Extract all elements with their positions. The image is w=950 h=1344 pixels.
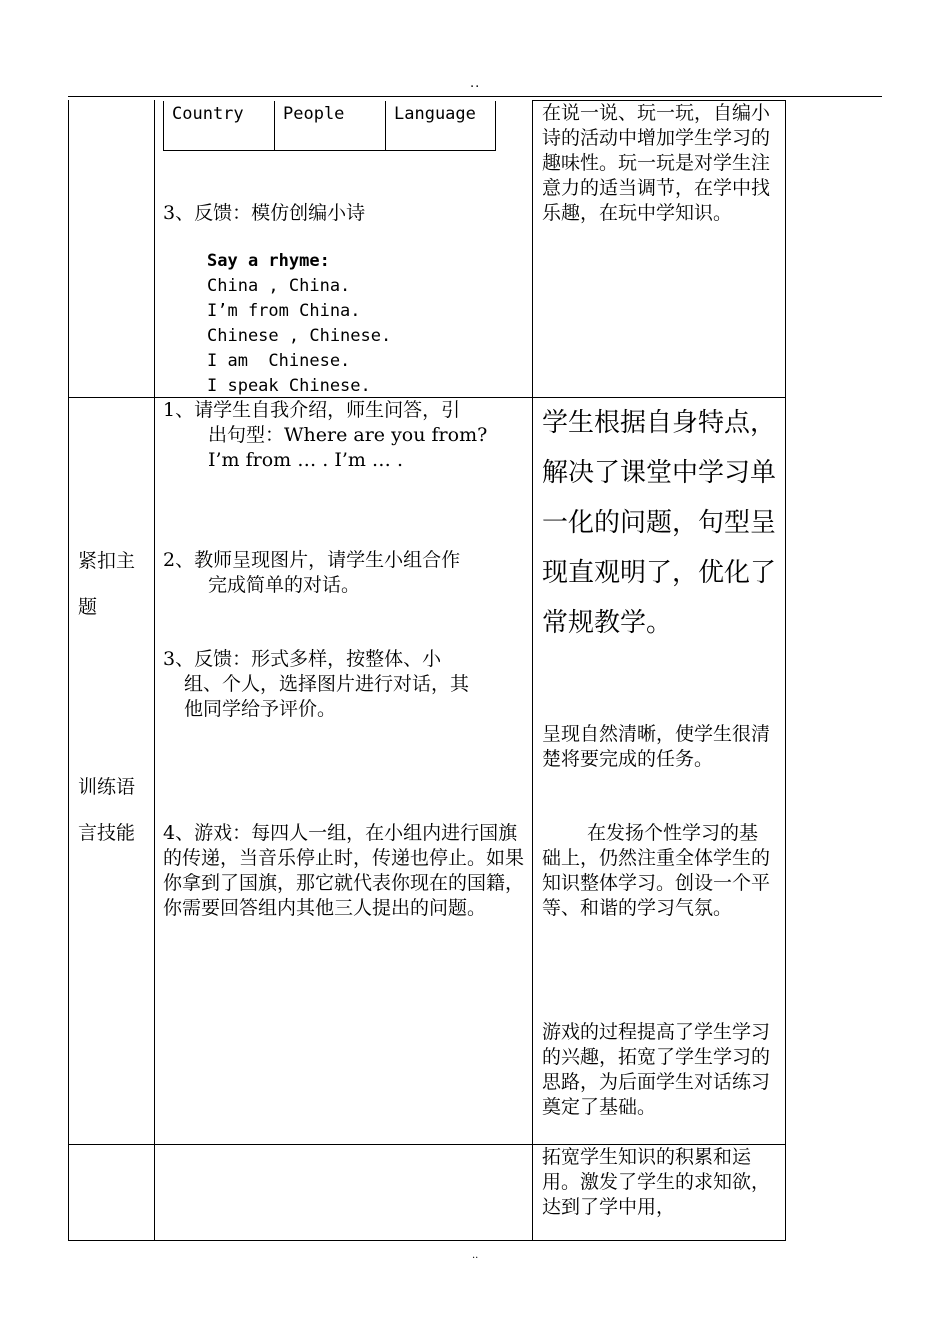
rhyme-line: China , China. bbox=[207, 276, 351, 296]
step3-line: 3、反馈：形式多样，按整体、小 bbox=[163, 648, 442, 670]
step1-line: I’m from … . I’m … . bbox=[208, 449, 404, 471]
rhyme-line: I am Chinese. bbox=[207, 351, 351, 371]
inner-header-country: Country bbox=[164, 101, 275, 151]
step4-text: 4、游戏：每四人一组，在小组内进行国旗的传递，当音乐停止时，传递也停止。如果你拿到了国旗，那它就代表你现在的国籍，你需要回答组内其他三人提出的问题。 bbox=[163, 822, 525, 919]
step3-line: 组、个人，选择图片进行对话，其 bbox=[184, 673, 470, 695]
stage-label-skills: 训练语言技能 bbox=[78, 776, 136, 844]
row3-note: 拓宽学生知识的积累和运用。激发了学生的求知欲，达到了学中用， bbox=[542, 1146, 771, 1218]
header-marker: .. bbox=[470, 76, 481, 91]
footer-marker: .. bbox=[472, 1250, 479, 1261]
row2-note-individual: 在发扬个性学习的基础上，仍然注重全体学生的知识整体学习。创设一个平等、和谐的学习气氛。 bbox=[542, 822, 771, 919]
row1-note: 在说一说、玩一玩，自编小诗的活动中增加学生学习的趣味性。玩一玩是对学生注意力的适当调节，在学中找乐趣，在玩中学知识。 bbox=[542, 102, 771, 224]
step1-line: 出句型：Where are you from? bbox=[208, 424, 488, 446]
row2-note-main: 学生根据自身特点，解决了课堂中学习单一化的问题，句型呈现直观明了，优化了常规教学。 bbox=[542, 408, 777, 638]
row2-note-game: 游戏的过程提高了学生学习的兴趣，拓宽了学生学习的思路，为后面学生对话练习奠定了基础。 bbox=[542, 1021, 771, 1118]
table-divider-2 bbox=[532, 100, 533, 1241]
country-people-language-table bbox=[163, 101, 496, 151]
rhyme-title: Say a rhyme: bbox=[207, 251, 330, 271]
inner-header-people: People bbox=[275, 101, 386, 151]
header-rule bbox=[68, 96, 882, 97]
feedback-title: 3、反馈：模仿创编小诗 bbox=[163, 202, 366, 224]
row2-note-presentation: 呈现自然清晰，使学生很清楚将要完成的任务。 bbox=[542, 723, 771, 770]
step2-line: 完成简单的对话。 bbox=[208, 574, 361, 596]
inner-header-language: Language bbox=[394, 104, 476, 124]
stage-label-theme: 紧扣主题 bbox=[78, 550, 136, 618]
table-border-right bbox=[785, 100, 786, 1241]
step3-line: 他同学给予评价。 bbox=[184, 698, 337, 720]
table-border-bottom bbox=[68, 1240, 786, 1241]
step1-line: 1、请学生自我介绍，师生问答，引 bbox=[163, 399, 461, 421]
table-border-left bbox=[68, 100, 69, 1241]
rhyme-line: I speak Chinese. bbox=[207, 376, 371, 396]
step2-line: 2、教师呈现图片，请学生小组合作 bbox=[163, 549, 461, 571]
rhyme-line: I’m from China. bbox=[207, 301, 361, 321]
rhyme-line: Chinese , Chinese. bbox=[207, 326, 392, 346]
table-divider-1 bbox=[154, 100, 155, 1241]
